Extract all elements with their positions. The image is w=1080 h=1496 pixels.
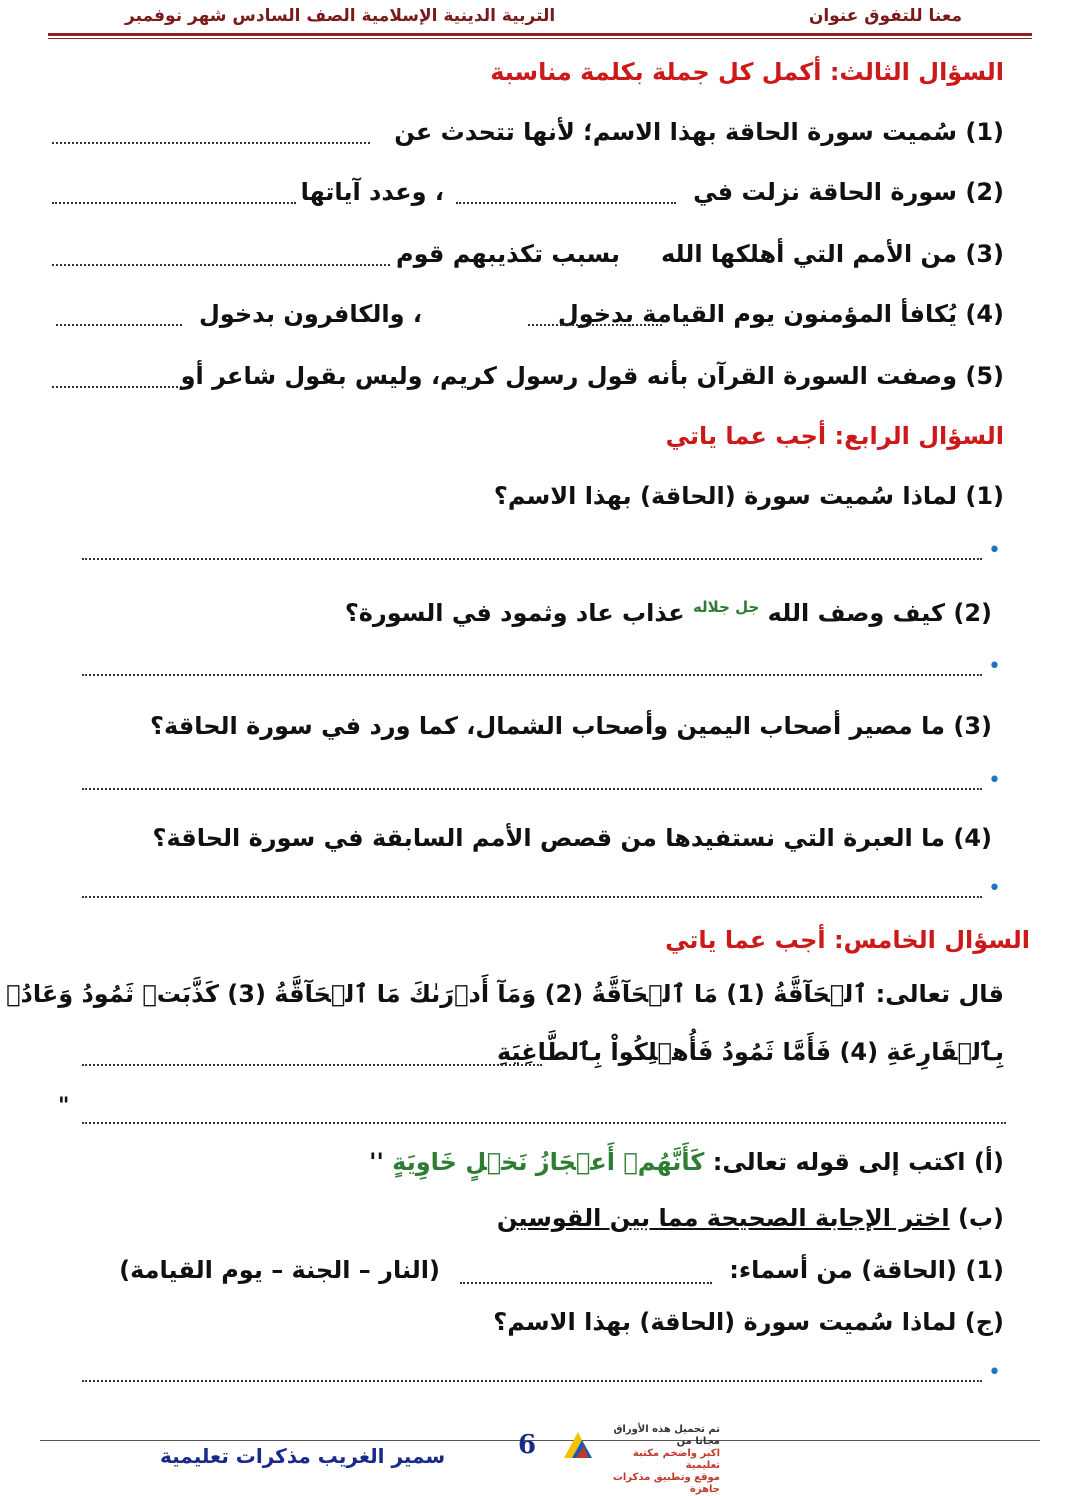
q4-title: السؤال الرابع: أجب عما ياتي	[665, 422, 1004, 450]
q4-answer-3-bullet: •	[988, 768, 1001, 793]
header-slogan: معنا للتفوق عنوان	[808, 6, 962, 26]
q5-part-b-text: اختر الإجابة الصحيحة مما بين القوسين	[496, 1204, 950, 1232]
q4-answer-3-line[interactable]	[82, 788, 982, 790]
page-number: 6	[518, 1430, 537, 1460]
q5-part-a-close-quote: ''	[369, 1148, 384, 1176]
q4-question-4: (4) ما العبرة التي نستفيدها من قصص الأمم السابقة في سورة الحاقة؟	[152, 824, 992, 852]
q4-question-2-end: عذاب عاد وثمود في السورة؟	[344, 599, 685, 627]
q5-open-quote: "	[58, 1094, 70, 1119]
logo-mark-icon	[560, 1428, 596, 1464]
q3-item-4: (4) يُكافأ المؤمنون يوم القيامة بدخول	[557, 300, 1004, 328]
q4-question-2	[345, 598, 992, 627]
q4-answer-4-line[interactable]	[82, 896, 982, 898]
q5-title: السؤال الخامس: أجب عما ياتي	[665, 926, 1030, 954]
header-divider-thin	[48, 38, 1032, 39]
logo-line-2: اكبر واضخم مكتبة تعليمية	[632, 1448, 720, 1471]
header-subject: التربية الدينية الإسلامية الصف السادس شهر نوفمبر	[125, 6, 556, 26]
q5-verse-line-2: بِٱلۡقَارِعَةِ (4) فَأَمَّا ثَمُودُ فَأُهۡلِكُواْ بِٱلطَّاغِيَةِ	[496, 1038, 1004, 1066]
q3-item-3-blank[interactable]	[52, 264, 390, 266]
q5-verse-line-1: قال تعالى: ٱلۡحَآقَّةُ (1) مَا ٱلۡحَآقَّةُ (2) وَمَآ أَدۡرَىٰكَ مَا ٱلۡحَآقَّةُ (3) كَذَّبَتۡ ثَمُودُ وَعَادُۢ	[6, 980, 1004, 1008]
page-footer	[0, 1420, 1080, 1495]
q3-item-2: (2) سورة الحاقة نزلت في	[693, 178, 1004, 206]
q4-answer-2-line[interactable]	[82, 674, 982, 676]
q5-part-b-1-options: (النار – الجنة – يوم القيامة)	[119, 1256, 440, 1284]
footer-author: سمير الغريب مذكرات تعليمية	[160, 1444, 446, 1468]
q3-item-4-blank-b[interactable]	[56, 324, 182, 326]
q3-item-3-b: بسبب تكذيبهم قوم	[395, 240, 620, 268]
q3-item-2-blank-a[interactable]	[456, 202, 676, 204]
q5-part-a-verse: كَأَنَّهُمۡ أَعۡجَازُ نَخۡلٍ خَاوِيَةٍ	[392, 1148, 705, 1176]
q4-question-1: (1) لماذا سُميت سورة (الحاقة) بهذا الاسم؟	[493, 482, 1004, 510]
q5-verse-blank-a[interactable]	[82, 1064, 542, 1066]
q3-item-4-blank-a[interactable]	[528, 324, 662, 326]
q4-answer-4-bullet: •	[988, 876, 1001, 901]
q4-answer-2-bullet: •	[988, 654, 1001, 679]
site-logo	[560, 1424, 720, 1495]
q3-item-4-b: ، والكافرون بدخول	[198, 300, 422, 328]
q5-part-b-label: (ب)	[957, 1204, 1004, 1232]
footer-divider	[40, 1440, 1040, 1441]
q5-part-b-1-blank[interactable]	[460, 1282, 712, 1284]
q5-part-c: (ج) لماذا سُميت سورة (الحاقة) بهذا الاسم؟	[493, 1308, 1004, 1336]
q5-part-b-1: (1) (الحاقة) من أسماء:	[729, 1256, 1004, 1284]
q3-title: السؤال الثالث: أكمل كل جملة بكلمة مناسبة	[490, 58, 1004, 86]
q4-question-3: (3) ما مصير أصحاب اليمين وأصحاب الشمال، كما ورد في سورة الحاقة؟	[150, 712, 992, 740]
q3-item-1-blank[interactable]	[52, 142, 370, 144]
logo-text	[596, 1424, 720, 1496]
logo-line-1: تم تحميل هذه الأوراق مجانا من	[613, 1424, 720, 1447]
q3-item-5-blank[interactable]	[52, 386, 182, 388]
header-divider	[48, 33, 1032, 36]
q5-answer-c-line[interactable]	[82, 1380, 982, 1382]
q4-question-2-start: (2) كيف وصف الله	[767, 599, 992, 627]
q5-part-a-label: (أ) اكتب إلى قوله تعالى:	[712, 1148, 1004, 1176]
q4-answer-1-line[interactable]	[82, 558, 982, 560]
q3-item-5: (5) وصفت السورة القرآن بأنه قول رسول كريم، وليس بقول شاعر أو	[180, 362, 1004, 390]
q3-item-3: (3) من الأمم التي أهلكها الله	[660, 240, 1004, 268]
q5-part-b	[497, 1204, 1004, 1232]
q3-item-2-b: ، وعدد آياتها	[300, 178, 444, 206]
q5-verse-blank-b[interactable]	[82, 1122, 1006, 1124]
jalla-jalaluh-glyph: جل جلاله	[692, 598, 760, 616]
q5-part-a	[369, 1148, 1004, 1176]
page-header	[0, 0, 1080, 44]
logo-line-3: موقع وتطبيق مذكرات جاهزة	[612, 1472, 720, 1495]
q3-item-2-blank-b[interactable]	[52, 202, 296, 204]
q3-item-1: (1) سُميت سورة الحاقة بهذا الاسم؛ لأنها تتحدث عن	[394, 118, 1004, 146]
q5-answer-c-bullet: •	[988, 1360, 1001, 1385]
q4-answer-1-bullet: •	[988, 538, 1001, 563]
